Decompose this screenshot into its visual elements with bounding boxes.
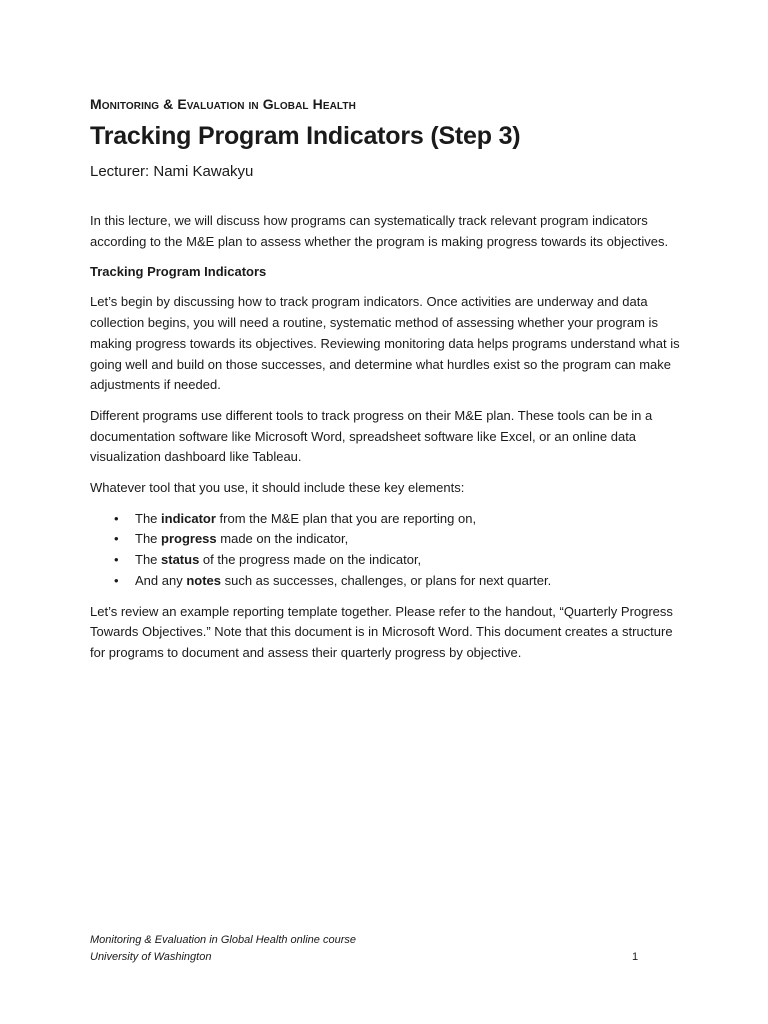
list-item-prefix: The bbox=[135, 552, 162, 568]
list-item-suffix: of the progress made on the indicator, bbox=[199, 552, 422, 568]
list-item-keyword: indicator bbox=[161, 510, 216, 526]
list-item-keyword: status bbox=[161, 552, 200, 568]
list-item-keyword: progress bbox=[161, 531, 217, 547]
body-paragraph-1: Let’s begin by discussing how to track program indicators. Once activities are underway and data collection begins, you will need a routine, systematic method of assessing whether your program is making progress towards its objectives. Reviewing monitoring data helps programs understand what is going well and build on those successes, and determine what hurdles exist so the program can make adjustments if needed. bbox=[90, 294, 680, 393]
body-paragraph-3: Whatever tool that you use, it should include these key elements: bbox=[90, 480, 465, 496]
list-item bbox=[90, 529, 680, 550]
bullet-icon: • bbox=[114, 572, 119, 588]
section-heading: Tracking Program Indicators bbox=[90, 264, 267, 280]
list-item-suffix: from the M&E plan that you are reporting on, bbox=[215, 510, 477, 526]
bullet-icon: • bbox=[114, 552, 119, 568]
page-number: 1 bbox=[632, 951, 639, 963]
bullet-icon: • bbox=[114, 531, 119, 547]
list-item-prefix: The bbox=[135, 510, 162, 526]
body-paragraph-2: Different programs use different tools to track progress on their M&E plan. These tools can be in a documentation software like Microsoft Word, spreadsheet software like Excel, or an online data visualization dashboard like Tableau. bbox=[90, 407, 653, 465]
intro-paragraph: In this lecture, we will discuss how programs can systematically track relevant program indicators according to the M&E plan to assess whether the program is making progress towards its objectives. bbox=[90, 213, 669, 249]
key-elements-list bbox=[90, 509, 680, 592]
footer-institution-line: University of Washington bbox=[90, 951, 212, 963]
page-title: Tracking Program Indicators (Step 3) bbox=[90, 122, 521, 150]
page-content bbox=[90, 94, 680, 664]
list-item bbox=[90, 571, 680, 592]
lecturer-line: Lecturer: Nami Kawakyu bbox=[90, 163, 254, 180]
course-header: Monitoring & Evaluation in Global Health bbox=[90, 96, 356, 112]
list-item-keyword: notes bbox=[186, 572, 221, 588]
list-item bbox=[90, 550, 680, 571]
list-item-prefix: And any bbox=[135, 572, 187, 588]
list-item-suffix: made on the indicator, bbox=[216, 531, 349, 547]
body-paragraph-4: Let’s review an example reporting template together. Please refer to the handout, “Quarterly Progress Towards Objectives.” Note that this document is in Microsoft Word. This document creates a structure for programs to document and assess their quarterly progress by objective. bbox=[90, 603, 673, 660]
footer-course-line: Monitoring & Evaluation in Global Health online course bbox=[90, 934, 356, 946]
list-item-suffix: such as successes, challenges, or plans for next quarter. bbox=[221, 572, 552, 588]
page-footer bbox=[90, 932, 640, 966]
list-item-prefix: The bbox=[135, 531, 162, 547]
list-item bbox=[90, 509, 680, 530]
bullet-icon: • bbox=[114, 510, 119, 526]
